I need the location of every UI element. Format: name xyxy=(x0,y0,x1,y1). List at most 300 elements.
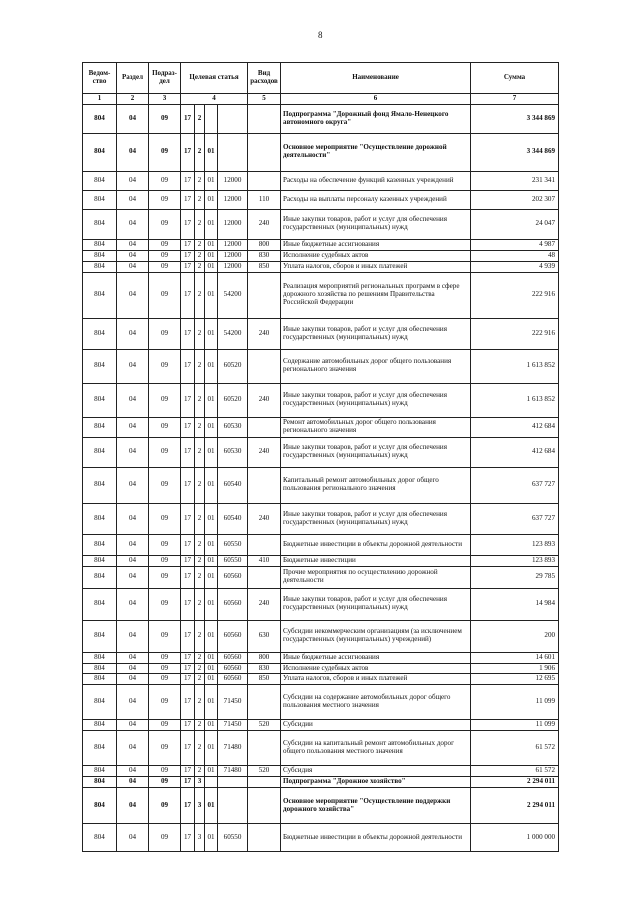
cell-vedomstvo: 804 xyxy=(83,685,117,720)
cell-summa: 1 613 852 xyxy=(471,383,559,417)
cell-event: 01 xyxy=(205,674,218,685)
cell-vedomstvo: 804 xyxy=(83,663,117,674)
cell-podrazdel: 09 xyxy=(149,663,181,674)
header-razdel: Раздел xyxy=(117,63,149,94)
cell-event: 01 xyxy=(205,250,218,261)
cell-event: 01 xyxy=(205,261,218,272)
cell-event xyxy=(205,777,218,788)
cell-summa: 61 572 xyxy=(471,731,559,766)
table-row xyxy=(83,272,559,318)
cell-naimenovanie: Ремонт автомобильных дорог общего пользования регионального значения xyxy=(281,417,471,437)
cell-naimenovanie: Уплата налогов, сборов и иных платежей xyxy=(281,674,471,685)
cell-vedomstvo: 804 xyxy=(83,731,117,766)
cell-naimenovanie: Подпрограмма "Дорожное хозяйство" xyxy=(281,777,471,788)
table-row xyxy=(83,620,559,652)
cell-vedomstvo: 804 xyxy=(83,620,117,652)
cell-vedomstvo: 804 xyxy=(83,349,117,383)
cell-naimenovanie: Уплата налогов, сборов и иных платежей xyxy=(281,261,471,272)
col-number: 6 xyxy=(281,94,471,105)
cell-vid-rashodov xyxy=(248,272,281,318)
cell-program: 17 xyxy=(181,555,195,566)
cell-summa: 1 000 000 xyxy=(471,824,559,852)
cell-direction: 60550 xyxy=(218,824,248,852)
cell-podrazdel: 09 xyxy=(149,349,181,383)
cell-direction: 60550 xyxy=(218,534,248,555)
cell-direction xyxy=(218,777,248,788)
table-row xyxy=(83,349,559,383)
cell-subprogram: 2 xyxy=(195,720,205,731)
cell-vid-rashodov xyxy=(248,777,281,788)
cell-program: 17 xyxy=(181,824,195,852)
cell-vedomstvo: 804 xyxy=(83,239,117,250)
cell-vid-rashodov: 800 xyxy=(248,239,281,250)
cell-summa: 4 939 xyxy=(471,261,559,272)
cell-event: 01 xyxy=(205,588,218,620)
cell-program: 17 xyxy=(181,133,195,171)
cell-razdel: 04 xyxy=(117,437,149,467)
cell-program: 17 xyxy=(181,503,195,534)
cell-razdel: 04 xyxy=(117,720,149,731)
cell-podrazdel: 09 xyxy=(149,272,181,318)
cell-subprogram: 2 xyxy=(195,685,205,720)
cell-podrazdel: 09 xyxy=(149,503,181,534)
cell-vedomstvo: 804 xyxy=(83,652,117,663)
cell-event: 01 xyxy=(205,239,218,250)
cell-razdel: 04 xyxy=(117,766,149,777)
table-row xyxy=(83,250,559,261)
cell-naimenovanie: Бюджетные инвестиции xyxy=(281,555,471,566)
cell-summa: 14 601 xyxy=(471,652,559,663)
cell-podrazdel: 09 xyxy=(149,250,181,261)
cell-vedomstvo: 804 xyxy=(83,272,117,318)
cell-program: 17 xyxy=(181,239,195,250)
cell-vid-rashodov: 830 xyxy=(248,663,281,674)
cell-program: 17 xyxy=(181,766,195,777)
cell-program: 17 xyxy=(181,190,195,209)
cell-direction: 60560 xyxy=(218,663,248,674)
cell-subprogram: 2 xyxy=(195,417,205,437)
header-podrazdel: Подраз-дел xyxy=(149,63,181,94)
table-row xyxy=(83,171,559,190)
cell-vedomstvo: 804 xyxy=(83,171,117,190)
cell-direction: 60550 xyxy=(218,555,248,566)
cell-direction: 60520 xyxy=(218,383,248,417)
cell-vid-rashodov: 410 xyxy=(248,555,281,566)
cell-naimenovanie: Основное мероприятие "Осуществление дорожной деятельности" xyxy=(281,133,471,171)
cell-vid-rashodov xyxy=(248,731,281,766)
cell-vedomstvo: 804 xyxy=(83,417,117,437)
cell-program: 17 xyxy=(181,349,195,383)
cell-event: 01 xyxy=(205,209,218,239)
table-row xyxy=(83,566,559,588)
cell-razdel: 04 xyxy=(117,417,149,437)
cell-razdel: 04 xyxy=(117,503,149,534)
cell-direction xyxy=(218,788,248,824)
cell-program: 17 xyxy=(181,383,195,417)
table-row xyxy=(83,824,559,852)
cell-subprogram: 2 xyxy=(195,731,205,766)
cell-vid-rashodov: 520 xyxy=(248,720,281,731)
cell-vid-rashodov: 240 xyxy=(248,437,281,467)
cell-razdel: 04 xyxy=(117,190,149,209)
cell-vedomstvo: 804 xyxy=(83,566,117,588)
cell-naimenovanie: Иные закупки товаров, работ и услуг для обеспечения государственных (муниципальных) нужд xyxy=(281,209,471,239)
cell-razdel: 04 xyxy=(117,133,149,171)
cell-program: 17 xyxy=(181,777,195,788)
cell-event: 01 xyxy=(205,417,218,437)
cell-program: 17 xyxy=(181,171,195,190)
cell-razdel: 04 xyxy=(117,555,149,566)
cell-vid-rashodov xyxy=(248,349,281,383)
cell-vedomstvo: 804 xyxy=(83,720,117,731)
cell-subprogram: 2 xyxy=(195,503,205,534)
cell-event: 01 xyxy=(205,685,218,720)
cell-direction: 60560 xyxy=(218,652,248,663)
cell-event: 01 xyxy=(205,190,218,209)
table-row xyxy=(83,318,559,349)
cell-razdel: 04 xyxy=(117,777,149,788)
cell-subprogram: 3 xyxy=(195,824,205,852)
cell-razdel: 04 xyxy=(117,663,149,674)
cell-vedomstvo: 804 xyxy=(83,503,117,534)
cell-event: 01 xyxy=(205,566,218,588)
header-vedomstvo: Ведом-ство xyxy=(83,63,117,94)
table-row xyxy=(83,534,559,555)
cell-summa: 222 916 xyxy=(471,318,559,349)
cell-program: 17 xyxy=(181,534,195,555)
cell-event: 01 xyxy=(205,720,218,731)
col-number: 2 xyxy=(117,94,149,105)
cell-podrazdel: 09 xyxy=(149,588,181,620)
cell-vid-rashodov xyxy=(248,133,281,171)
cell-direction: 71450 xyxy=(218,720,248,731)
cell-direction: 60560 xyxy=(218,620,248,652)
cell-program: 17 xyxy=(181,209,195,239)
cell-summa: 637 727 xyxy=(471,503,559,534)
cell-vid-rashodov: 850 xyxy=(248,674,281,685)
cell-event xyxy=(205,104,218,133)
cell-summa: 1 613 852 xyxy=(471,349,559,383)
cell-vid-rashodov xyxy=(248,104,281,133)
cell-program: 17 xyxy=(181,588,195,620)
cell-program: 17 xyxy=(181,788,195,824)
cell-vedomstvo: 804 xyxy=(83,588,117,620)
table-row xyxy=(83,467,559,503)
col-number: 5 xyxy=(248,94,281,105)
cell-vedomstvo: 804 xyxy=(83,534,117,555)
cell-naimenovanie: Расходы на выплаты персоналу казенных учреждений xyxy=(281,190,471,209)
cell-razdel: 04 xyxy=(117,620,149,652)
cell-vedomstvo: 804 xyxy=(83,209,117,239)
cell-podrazdel: 09 xyxy=(149,318,181,349)
cell-razdel: 04 xyxy=(117,318,149,349)
cell-subprogram: 3 xyxy=(195,777,205,788)
cell-naimenovanie: Подпрограмма "Дорожный фонд Ямало-Ненецкого автономного округа" xyxy=(281,104,471,133)
cell-summa: 412 684 xyxy=(471,437,559,467)
cell-vid-rashodov: 850 xyxy=(248,261,281,272)
col-number: 4 xyxy=(181,94,248,105)
cell-naimenovanie: Бюджетные инвестиции в объекты дорожной деятельности xyxy=(281,824,471,852)
cell-summa: 1 906 xyxy=(471,663,559,674)
table-row xyxy=(83,674,559,685)
cell-naimenovanie: Основное мероприятие "Осуществление поддержки дорожного хозяйства" xyxy=(281,788,471,824)
table-row xyxy=(83,766,559,777)
cell-summa: 123 893 xyxy=(471,555,559,566)
cell-vedomstvo: 804 xyxy=(83,674,117,685)
cell-naimenovanie: Расходы на обеспечение функций казенных учреждений xyxy=(281,171,471,190)
cell-event: 01 xyxy=(205,349,218,383)
cell-direction: 54200 xyxy=(218,272,248,318)
cell-vedomstvo: 804 xyxy=(83,104,117,133)
cell-event: 01 xyxy=(205,731,218,766)
table-row xyxy=(83,788,559,824)
cell-subprogram: 2 xyxy=(195,209,205,239)
cell-direction: 71480 xyxy=(218,731,248,766)
cell-naimenovanie: Иные закупки товаров, работ и услуг для обеспечения государственных (муниципальных) нужд xyxy=(281,318,471,349)
col-number: 1 xyxy=(83,94,117,105)
cell-podrazdel: 09 xyxy=(149,824,181,852)
cell-summa: 12 695 xyxy=(471,674,559,685)
cell-summa: 637 727 xyxy=(471,467,559,503)
cell-program: 17 xyxy=(181,731,195,766)
table-row xyxy=(83,383,559,417)
cell-program: 17 xyxy=(181,652,195,663)
cell-program: 17 xyxy=(181,663,195,674)
cell-summa: 3 344 869 xyxy=(471,133,559,171)
cell-podrazdel: 09 xyxy=(149,788,181,824)
table-row xyxy=(83,652,559,663)
cell-event: 01 xyxy=(205,766,218,777)
cell-direction: 12000 xyxy=(218,239,248,250)
cell-summa: 202 307 xyxy=(471,190,559,209)
cell-podrazdel: 09 xyxy=(149,261,181,272)
cell-summa: 61 572 xyxy=(471,766,559,777)
cell-podrazdel: 09 xyxy=(149,555,181,566)
cell-program: 17 xyxy=(181,318,195,349)
cell-razdel: 04 xyxy=(117,588,149,620)
cell-vid-rashodov: 630 xyxy=(248,620,281,652)
cell-podrazdel: 09 xyxy=(149,620,181,652)
cell-razdel: 04 xyxy=(117,261,149,272)
cell-podrazdel: 09 xyxy=(149,104,181,133)
cell-subprogram: 2 xyxy=(195,620,205,652)
cell-vedomstvo: 804 xyxy=(83,766,117,777)
cell-razdel: 04 xyxy=(117,349,149,383)
table-row xyxy=(83,503,559,534)
cell-vid-rashodov xyxy=(248,417,281,437)
cell-naimenovanie: Иные закупки товаров, работ и услуг для обеспечения государственных (муниципальных) нужд xyxy=(281,503,471,534)
cell-program: 17 xyxy=(181,467,195,503)
cell-naimenovanie: Иные закупки товаров, работ и услуг для обеспечения государственных (муниципальных) нужд xyxy=(281,437,471,467)
cell-subprogram: 2 xyxy=(195,171,205,190)
cell-razdel: 04 xyxy=(117,239,149,250)
cell-vedomstvo: 804 xyxy=(83,190,117,209)
cell-podrazdel: 09 xyxy=(149,171,181,190)
cell-event: 01 xyxy=(205,467,218,503)
table-row xyxy=(83,190,559,209)
cell-summa: 3 344 869 xyxy=(471,104,559,133)
cell-summa: 231 341 xyxy=(471,171,559,190)
cell-subprogram: 2 xyxy=(195,190,205,209)
cell-razdel: 04 xyxy=(117,104,149,133)
cell-summa: 2 294 011 xyxy=(471,777,559,788)
cell-podrazdel: 09 xyxy=(149,566,181,588)
cell-subprogram: 2 xyxy=(195,534,205,555)
cell-vedomstvo: 804 xyxy=(83,318,117,349)
cell-subprogram: 2 xyxy=(195,272,205,318)
cell-program: 17 xyxy=(181,620,195,652)
cell-vid-rashodov xyxy=(248,685,281,720)
cell-subprogram: 2 xyxy=(195,104,205,133)
cell-subprogram: 2 xyxy=(195,250,205,261)
cell-summa: 222 916 xyxy=(471,272,559,318)
cell-subprogram: 2 xyxy=(195,652,205,663)
cell-event: 01 xyxy=(205,383,218,417)
cell-subprogram: 2 xyxy=(195,555,205,566)
cell-direction xyxy=(218,133,248,171)
cell-direction: 60520 xyxy=(218,349,248,383)
cell-event: 01 xyxy=(205,788,218,824)
cell-direction: 60540 xyxy=(218,503,248,534)
cell-razdel: 04 xyxy=(117,534,149,555)
cell-subprogram: 2 xyxy=(195,239,205,250)
cell-direction: 60560 xyxy=(218,674,248,685)
col-number: 3 xyxy=(149,94,181,105)
cell-summa: 4 987 xyxy=(471,239,559,250)
cell-event: 01 xyxy=(205,171,218,190)
table-row xyxy=(83,731,559,766)
cell-summa: 48 xyxy=(471,250,559,261)
header-summa: Сумма xyxy=(471,63,559,94)
cell-vedomstvo: 804 xyxy=(83,467,117,503)
cell-razdel: 04 xyxy=(117,250,149,261)
cell-program: 17 xyxy=(181,261,195,272)
cell-program: 17 xyxy=(181,417,195,437)
cell-vid-rashodov: 240 xyxy=(248,503,281,534)
cell-naimenovanie: Субсидии некоммерческим организациям (за исключением государственных (муниципальных) учреждений) xyxy=(281,620,471,652)
cell-direction: 12000 xyxy=(218,261,248,272)
cell-podrazdel: 09 xyxy=(149,777,181,788)
table-row xyxy=(83,663,559,674)
cell-vid-rashodov xyxy=(248,467,281,503)
cell-event: 01 xyxy=(205,620,218,652)
cell-naimenovanie: Субсидия xyxy=(281,766,471,777)
cell-summa: 11 099 xyxy=(471,720,559,731)
cell-naimenovanie: Исполнение судебных актов xyxy=(281,250,471,261)
table-row xyxy=(83,104,559,133)
cell-summa: 200 xyxy=(471,620,559,652)
cell-naimenovanie: Реализация мероприятий региональных программ в сфере дорожного хозяйства по решениям Правительства Российской Федерации xyxy=(281,272,471,318)
cell-razdel: 04 xyxy=(117,652,149,663)
cell-vid-rashodov: 520 xyxy=(248,766,281,777)
cell-razdel: 04 xyxy=(117,824,149,852)
cell-podrazdel: 09 xyxy=(149,239,181,250)
cell-vid-rashodov: 240 xyxy=(248,588,281,620)
cell-podrazdel: 09 xyxy=(149,534,181,555)
cell-vedomstvo: 804 xyxy=(83,824,117,852)
cell-subprogram: 2 xyxy=(195,133,205,171)
cell-event: 01 xyxy=(205,437,218,467)
cell-summa: 2 294 011 xyxy=(471,788,559,824)
cell-razdel: 04 xyxy=(117,566,149,588)
header-naimenovanie: Наименование xyxy=(281,63,471,94)
cell-direction: 60560 xyxy=(218,588,248,620)
header-vid-rashodov: Вид расходов xyxy=(248,63,281,94)
table-row xyxy=(83,261,559,272)
cell-direction xyxy=(218,104,248,133)
cell-naimenovanie: Иные бюджетные ассигнования xyxy=(281,239,471,250)
cell-naimenovanie: Субсидии xyxy=(281,720,471,731)
table-row xyxy=(83,685,559,720)
cell-podrazdel: 09 xyxy=(149,674,181,685)
cell-subprogram: 2 xyxy=(195,566,205,588)
cell-vedomstvo: 804 xyxy=(83,250,117,261)
cell-vedomstvo: 804 xyxy=(83,437,117,467)
page-number: 8 xyxy=(318,30,323,40)
cell-direction: 60530 xyxy=(218,437,248,467)
cell-direction: 60540 xyxy=(218,467,248,503)
cell-podrazdel: 09 xyxy=(149,437,181,467)
cell-program: 17 xyxy=(181,104,195,133)
cell-subprogram: 2 xyxy=(195,766,205,777)
cell-event: 01 xyxy=(205,318,218,349)
cell-razdel: 04 xyxy=(117,674,149,685)
cell-naimenovanie: Капитальный ремонт автомобильных дорог общего пользования регионального значения xyxy=(281,467,471,503)
cell-vedomstvo: 804 xyxy=(83,555,117,566)
cell-program: 17 xyxy=(181,685,195,720)
cell-vedomstvo: 804 xyxy=(83,133,117,171)
cell-razdel: 04 xyxy=(117,171,149,190)
cell-podrazdel: 09 xyxy=(149,766,181,777)
cell-event: 01 xyxy=(205,652,218,663)
cell-podrazdel: 09 xyxy=(149,685,181,720)
cell-podrazdel: 09 xyxy=(149,133,181,171)
cell-summa: 412 684 xyxy=(471,417,559,437)
cell-vid-rashodov xyxy=(248,171,281,190)
cell-program: 17 xyxy=(181,250,195,261)
cell-subprogram: 2 xyxy=(195,349,205,383)
cell-podrazdel: 09 xyxy=(149,731,181,766)
table-header-row xyxy=(83,63,559,94)
cell-vedomstvo: 804 xyxy=(83,788,117,824)
cell-razdel: 04 xyxy=(117,272,149,318)
table-row xyxy=(83,555,559,566)
cell-direction: 12000 xyxy=(218,171,248,190)
cell-vid-rashodov: 240 xyxy=(248,318,281,349)
cell-program: 17 xyxy=(181,674,195,685)
cell-program: 17 xyxy=(181,720,195,731)
cell-direction: 60560 xyxy=(218,566,248,588)
cell-vid-rashodov: 800 xyxy=(248,652,281,663)
cell-subprogram: 2 xyxy=(195,588,205,620)
cell-direction: 60530 xyxy=(218,417,248,437)
cell-summa: 24 047 xyxy=(471,209,559,239)
cell-event: 01 xyxy=(205,503,218,534)
cell-program: 17 xyxy=(181,272,195,318)
cell-naimenovanie: Иные закупки товаров, работ и услуг для обеспечения государственных (муниципальных) нужд xyxy=(281,383,471,417)
cell-event: 01 xyxy=(205,824,218,852)
cell-vid-rashodov xyxy=(248,824,281,852)
cell-podrazdel: 09 xyxy=(149,383,181,417)
cell-direction: 71480 xyxy=(218,766,248,777)
cell-naimenovanie: Субсидии на содержание автомобильных дорог общего пользования местного значения xyxy=(281,685,471,720)
table-row xyxy=(83,437,559,467)
cell-razdel: 04 xyxy=(117,788,149,824)
cell-subprogram: 2 xyxy=(195,674,205,685)
header-celevaya-statya: Целевая статья xyxy=(181,63,248,94)
cell-subprogram: 2 xyxy=(195,318,205,349)
cell-naimenovanie: Бюджетные инвестиции в объекты дорожной деятельности xyxy=(281,534,471,555)
